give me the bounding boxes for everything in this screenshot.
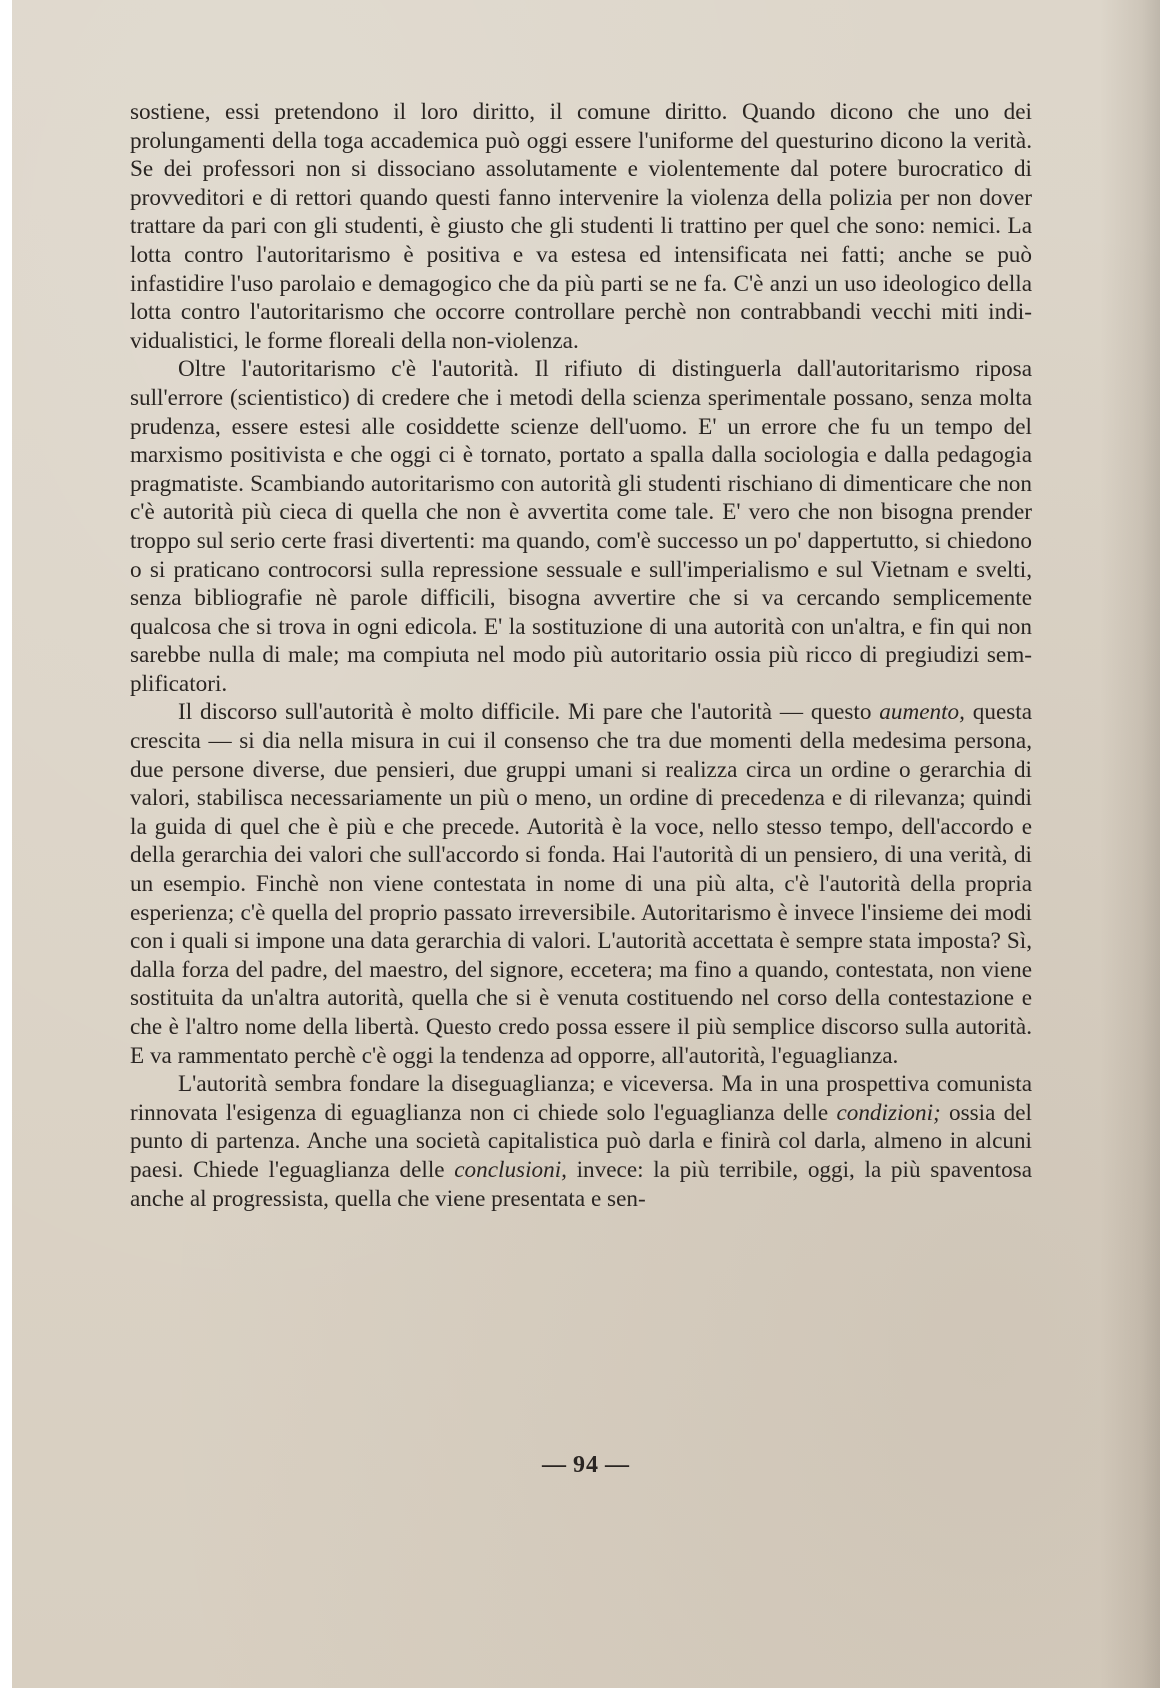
folio-dash-right: — xyxy=(605,1452,630,1478)
paragraph-4-italic-conclusioni: conclusioni, xyxy=(454,1156,567,1183)
paragraph-4 xyxy=(130,1070,1032,1213)
paragraph-3 xyxy=(130,698,1032,1070)
book-page xyxy=(12,0,1160,1688)
paragraph-4-text-b: ossia del punto di partenza. Anche una società capitalistica può darla e finirà col darla, almeno in alcuni paesi. Chiede l'eguaglianza delle xyxy=(130,1099,1033,1183)
paragraph-2 xyxy=(130,355,1032,698)
paragraph-4-text-a: L'autorità sembra fondare la diseguaglianza; e viceversa. Ma in una prospettiva comunista rinnovata l'esigenza di eguaglianza non ci chiede solo l'eguaglianza delle xyxy=(130,1071,1032,1126)
page-number: 94 xyxy=(573,1452,599,1478)
paragraph-1-text: sostiene, essi pretendono il loro diritto, il comune diritto. Quando dicono che uno dei prolungamenti della toga accademica può oggi essere l'uniforme del questurino dicono la verità. Se dei professori non si dissociano assolutamente e violentemente dal potere burocratico di provveditori e di rettori quando questi fanno intervenire la violenza della polizia per non dover trattare da pari con gli studenti, è giusto che gli studenti li trattino per quel che sono: nemici. La lotta contro l'autoritarismo è positiva e va estesa ed intensificata nei fatti; anche se può infastidire l'uso parolaio e demagogico che da più parti se ne fa. C'è anzi un uso ideologico della lotta contro l'autoritarismo che occorre controllare perchè non contrabbandi vecchi miti individualistici, le forme floreali della non-violenza. xyxy=(130,99,1032,354)
paragraph-3-text-a: Il discorso sull'autorità è molto difficile. Mi pare che l'autorità — questo xyxy=(178,699,880,726)
paragraph-3-text-b: questa crescita — si dia nella misura in cui il consenso che tra due momenti della medesima persona, due persone diverse, due pensieri, due gruppi umani si realizza circa un ordine o gerarchia di valori, stabilisca necessariamente un più o meno, un ordine di precedenza e di rilevanza; quindi la guida di quel che è più e che precede. Autorità è la voce, nello stesso tempo, dell'accordo e della gerarchia dei valori che sull'accordo si fonda. Hai l'autorità di un pensiero, di una verità, di un esempio. Finchè non viene contestata in nome di una più alta, c'è l'autorità della propria esperienza; c'è quella del proprio passato irreversibile. Autoritarismo è invece l'insieme dei modi con i quali si impone una data gerarchia di valori. L'autorità accettata è sempre stata imposta? Sì, dalla forza del padre, del maestro, del signore, eccetera; ma fino a quando, contestata, non viene sostituita da un'altra autorità, quella che si è venuta costituendo nel corso della contestazione e che è l'altro nome della libertà. Questo credo possa essere il più semplice discorso sulla autorità. E va rammentato perchè c'è oggi la tendenza ad opporre, all'autorità, l'eguaglianza. xyxy=(130,699,1032,1069)
page-edge-shadow xyxy=(1100,0,1160,1688)
page-folio xyxy=(12,1452,1160,1479)
paragraph-2-text: Oltre l'autoritarismo c'è l'autorità. Il rifiuto di distinguerla dall'autoritarismo riposa sull'errore (scientistico) di credere che i metodi della scienza sperimentale possano, senza molta prudenza, essere estesi alle cosiddette scienze dell'uomo. E' un errore che fu un tempo del marxismo positivista e che oggi ci è tornato, portato a spalla dalla sociologia e dalla pedagogia pragmatiste. Scambiando autoritarismo con autorità gli studenti rischiano di dimenticare che non c'è autorità più cieca di quella che non è avvertita come tale. E' vero che non bisogna prender troppo sul serio certe frasi divertenti: ma quando, com'è successo un po' dappertutto, si chiedono o si praticano controcorsi sulla repressione sessuale e sull'imperialismo e sul Vietnam e svelti, senza bibliografie nè parole difficili, bisogna avvertire che si va cercando semplicemente qualcosa che si trova in ogni edicola. E' la sostituzione di una autorità con un'altra, e fin qui non sarebbe nulla di male; ma compiuta nel modo più autoritario ossia più ricco di pregiudizi semplificatori. xyxy=(130,356,1032,697)
paragraph-3-italic-aumento: aumento, xyxy=(879,699,965,726)
paragraph-4-italic-condizioni: condizioni; xyxy=(836,1099,941,1126)
folio-dash-left: — xyxy=(542,1452,567,1478)
paragraph-4-text-c: invece: la più terribile, oggi, la più spaventosa anche al progressista, quella che viene presentata e sen- xyxy=(130,1156,1032,1212)
paragraph-1 xyxy=(130,98,1032,355)
body-text xyxy=(130,98,1032,1213)
